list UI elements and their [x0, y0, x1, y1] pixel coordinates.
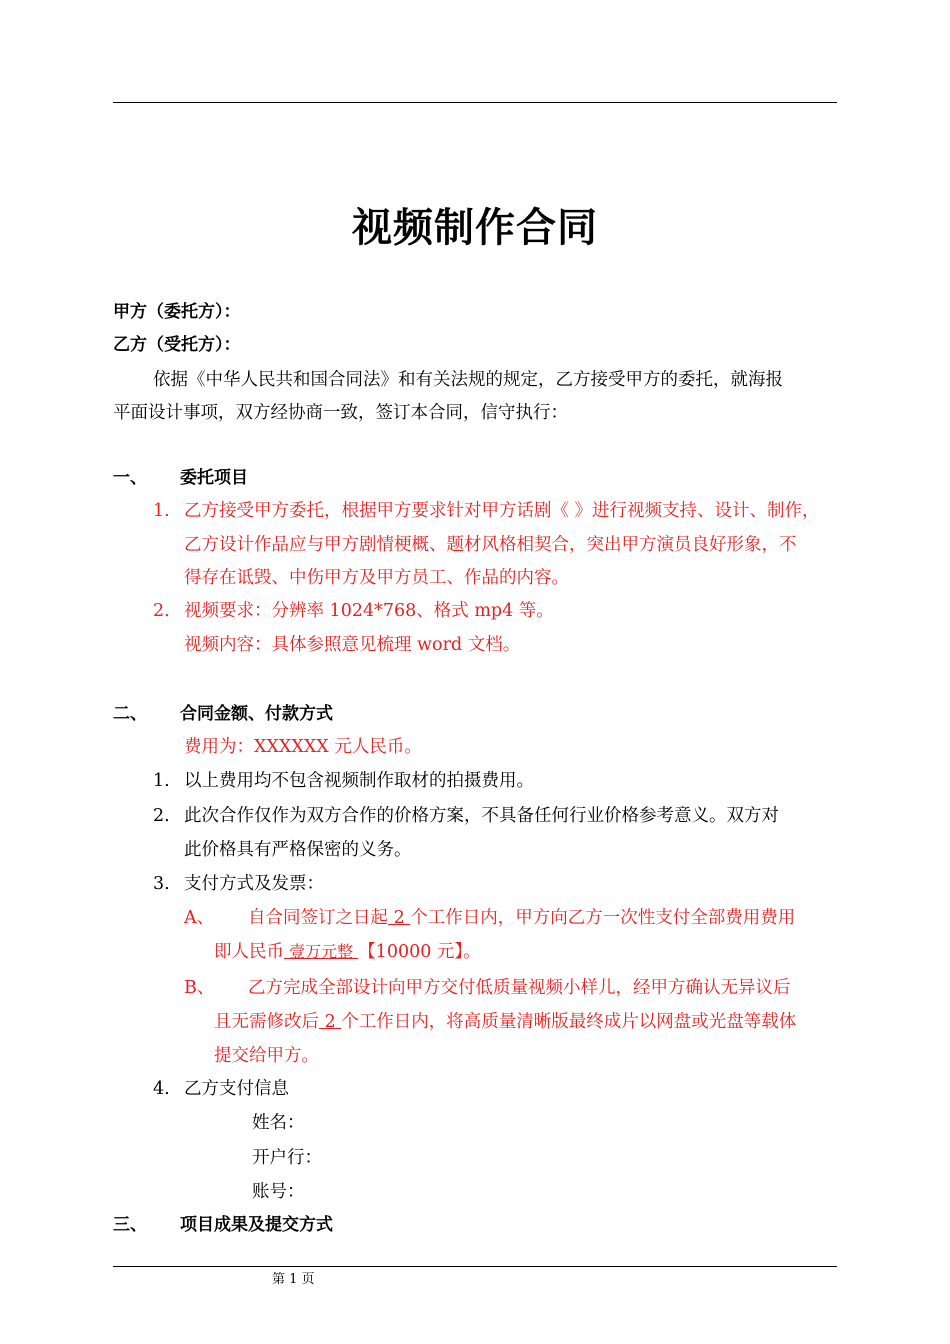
sub-b-line-3: 提交给甲方。 — [214, 1046, 319, 1066]
payee-account-label: 账号： — [252, 1182, 305, 1202]
section-3-heading: 项目成果及提交方式 — [180, 1215, 333, 1235]
party-b-label: 乙方（受托方）： — [113, 335, 241, 355]
s2-item-2-line-2: 此价格具有严格保密的义务。 — [184, 840, 412, 860]
section-1-heading: 委托项目 — [180, 468, 248, 488]
sub-a-amount: 壹万元整 — [284, 942, 359, 961]
s1-item-2-line-2: 视频内容：具体参照意见梳理 word 文档。 — [184, 635, 521, 655]
s1-item-1-line-1: 乙方接受甲方委托，根据甲方要求针对甲方话剧《 》进行视频支持、设计、制作， — [184, 501, 820, 521]
fee-line: 费用为：XXXXXX 元人民币。 — [184, 737, 422, 757]
sub-b-line-1: 乙方完成全部设计向甲方交付低质量视频小样儿，经甲方确认无异议后 — [248, 978, 791, 998]
s2-item-2-number: 2. — [153, 806, 170, 826]
s2-item-1-number: 1. — [153, 771, 170, 791]
document-title: 视频制作合同 — [352, 205, 598, 251]
sub-a-line-1 — [248, 906, 795, 930]
footer-rule — [113, 1266, 837, 1267]
sub-a-line-2-post: 【10000 元】。 — [358, 942, 481, 962]
section-1-number: 一、 — [113, 468, 147, 488]
payee-name-label: 姓名： — [252, 1113, 305, 1133]
section-2-heading: 合同金额、付款方式 — [180, 704, 333, 724]
s2-item-3-text: 支付方式及发票： — [184, 874, 324, 894]
s1-item-1-line-3: 得存在诋毁、中伤甲方及甲方员工、作品的内容。 — [184, 568, 569, 588]
s2-item-1-text: 以上费用均不包含视频制作取材的拍摄费用。 — [184, 771, 534, 791]
sub-a-line-1-pre: 自合同签订之日起 — [248, 908, 388, 928]
sub-b-line-2-pre: 且无需修改后 — [214, 1012, 319, 1032]
sub-b-label: B、 — [184, 978, 215, 998]
sub-a-days: 2 — [388, 908, 411, 928]
payee-bank-label: 开户行： — [252, 1148, 322, 1168]
s1-item-2-line-1: 视频要求：分辨率 1024*768、格式 mp4 等。 — [184, 601, 554, 621]
s1-item-1-line-2: 乙方设计作品应与甲方剧情梗概、题材风格相契合，突出甲方演员良好形象，不 — [184, 535, 797, 555]
sub-a-label: A、 — [184, 908, 215, 928]
s1-item-2-number: 2. — [153, 601, 170, 621]
party-a-label: 甲方（委托方）： — [113, 302, 241, 322]
s2-item-2-line-1: 此次合作仅作为双方合作的价格方案，不具备任何行业价格参考意义。双方对 — [184, 806, 779, 826]
intro-line-1: 依据《中华人民共和国合同法》和有关法规的规定，乙方接受甲方的委托，就海报 — [153, 370, 783, 390]
s2-item-4-text: 乙方支付信息 — [184, 1079, 289, 1099]
section-3-number: 三、 — [113, 1215, 147, 1235]
sub-a-line-2 — [214, 940, 481, 964]
sub-a-line-1-post: 个工作日内，甲方向乙方一次性支付全部费用费用 — [410, 908, 796, 928]
sub-a-line-2-pre: 即人民币 — [214, 942, 284, 962]
intro-line-2: 平面设计事项，双方经协商一致，签订本合同，信守执行： — [113, 403, 568, 423]
s2-item-4-number: 4. — [153, 1079, 170, 1099]
sub-b-line-2 — [214, 1010, 796, 1034]
s1-item-1-number: 1. — [153, 501, 170, 521]
sub-b-days: 2 — [319, 1012, 342, 1032]
section-2-number: 二、 — [113, 704, 147, 724]
sub-b-line-2-post: 个工作日内，将高质量清晰版最终成片以网盘或光盘等载体 — [341, 1012, 797, 1032]
s2-item-3-number: 3. — [153, 874, 170, 894]
page-number: 第 1 页 — [272, 1272, 315, 1287]
header-rule — [113, 102, 837, 103]
